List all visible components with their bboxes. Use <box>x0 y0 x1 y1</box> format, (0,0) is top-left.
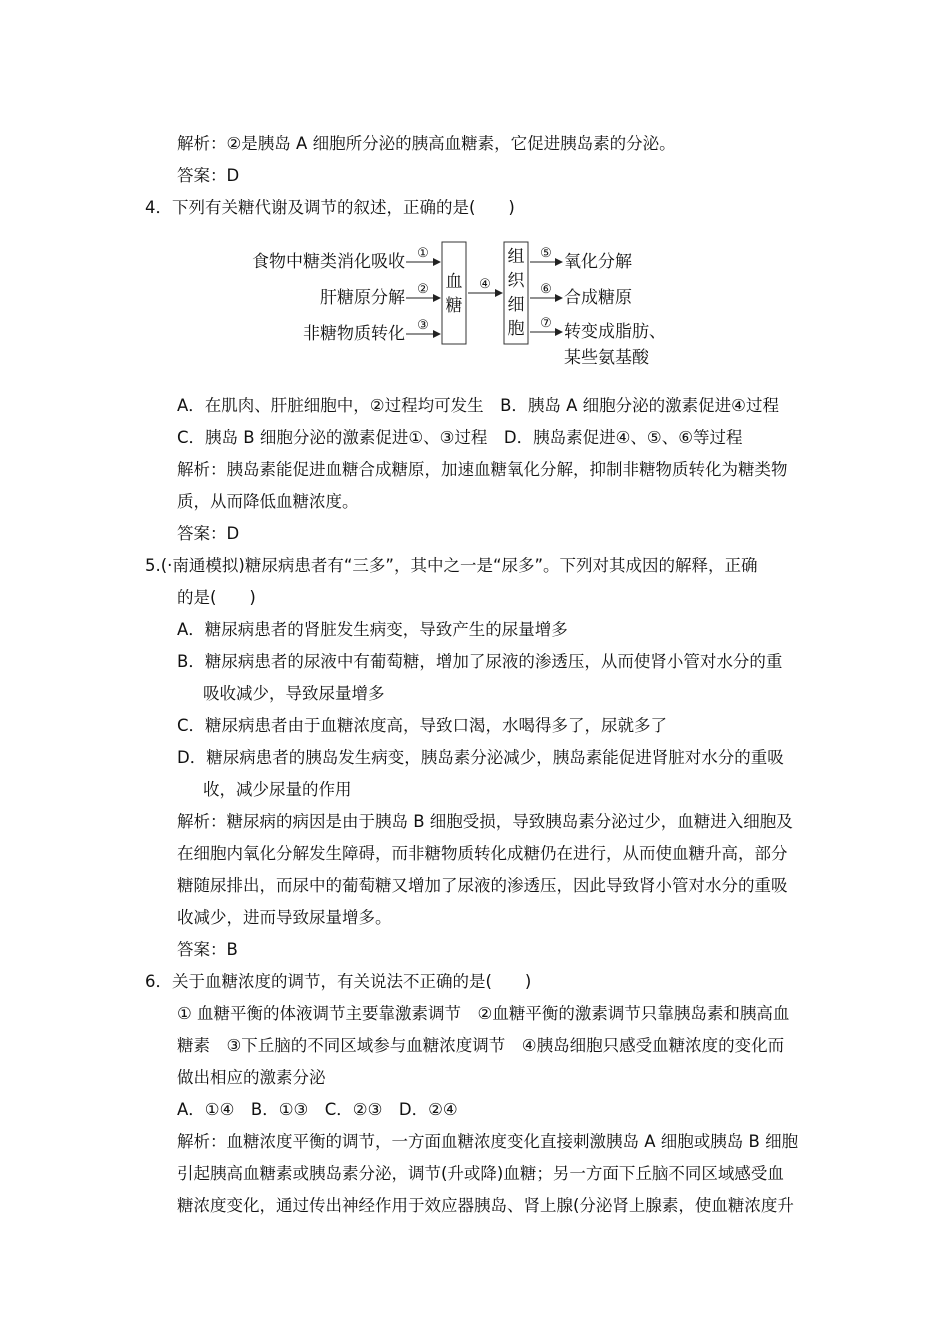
target-glycogen: 合成糖原 <box>564 288 632 308</box>
q4-stem: 4．下列有关糖代谢及调节的叙述，正确的是( ) <box>145 198 515 217</box>
q5-answer: 答案：B <box>177 940 238 959</box>
source-nonsugar: 非糖物质转化 <box>303 324 405 344</box>
q3-answer: 答案：D <box>177 166 240 185</box>
glucose-regulation-diagram <box>240 238 680 378</box>
tissue-char-3: 细 <box>507 295 525 315</box>
blood-sugar-box <box>442 242 466 344</box>
q5-analysis-1: 解析：糖尿病的病因是由于胰岛 B 细胞受损，导致胰岛素分泌过少，血糖进入细胞及 <box>177 812 793 831</box>
q6-stem: 6．关于血糖浓度的调节，有关说法不正确的是( ) <box>145 972 532 991</box>
q5-option-a: A．糖尿病患者的肾脏发生病变，导致产生的尿量增多 <box>177 620 568 639</box>
tissue-char-2: 织 <box>507 271 525 291</box>
q6-options: A．①④ B．①③ C．②③ D．②④ <box>177 1100 458 1119</box>
target-fat: 转变成脂肪、 <box>564 322 666 342</box>
q6-analysis-1: 解析：血糖浓度平衡的调节，一方面血糖浓度变化直接刺激胰岛 A 细胞或胰岛 B 细胞 <box>177 1132 799 1151</box>
blood-sugar-char-1: 血 <box>445 272 463 292</box>
q5-option-d-2: 收，减少尿量的作用 <box>203 780 352 799</box>
q5-stem-2: 的是( ) <box>177 588 256 607</box>
tissue-char-1: 组 <box>507 247 525 267</box>
q6-analysis-3: 糖浓度变化，通过传出神经作用于效应器胰岛、肾上腺(分泌肾上腺素，使血糖浓度升 <box>177 1196 794 1215</box>
q5-option-d-1: D．糖尿病患者的胰岛发生病变，胰岛素分泌减少，胰岛素能促进肾脏对水分的重吸 <box>177 748 784 767</box>
q3-analysis: 解析：②是胰岛 A 细胞所分泌的胰高血糖素，它促进胰岛素的分泌。 <box>177 134 676 153</box>
source-glycogen: 肝糖原分解 <box>320 288 405 308</box>
q4-options-ab: A．在肌肉、肝脏细胞中，②过程均可发生 B．胰岛 A 细胞分泌的激素促进④过程 <box>177 396 779 415</box>
q5-option-c: C．糖尿病患者由于血糖浓度高，导致口渴，水喝得多了，尿就多了 <box>177 716 668 735</box>
source-food: 食物中糖类消化吸收 <box>252 252 405 272</box>
q6-analysis-2: 引起胰高血糖素或胰岛素分泌，调节(升或降)血糖；另一方面下丘脑不同区域感受血 <box>177 1164 784 1183</box>
arrow-7-label: ⑦ <box>540 316 552 331</box>
target-amino-acids: 某些氨基酸 <box>564 348 649 368</box>
arrow-6-label: ⑥ <box>540 282 552 297</box>
q5-analysis-2: 在细胞内氧化分解发生障碍，而非糖物质转化成糖仍在进行，从而使血糖升高，部分 <box>177 844 788 863</box>
blood-sugar-char-2: 糖 <box>445 296 463 316</box>
tissue-char-4: 胞 <box>507 319 525 339</box>
q5-option-b-1: B．糖尿病患者的尿液中有葡萄糖，增加了尿液的渗透压，从而使肾小管对水分的重 <box>177 652 783 671</box>
q5-analysis-4: 收减少，进而导致尿量增多。 <box>177 908 392 927</box>
arrow-4-label: ④ <box>479 277 491 292</box>
arrow-3-label: ③ <box>417 318 429 333</box>
q4-analysis-1: 解析：胰岛素能促进血糖合成糖原，加速血糖氧化分解，抑制非糖物质转化为糖类物 <box>177 460 788 479</box>
arrow-1-label: ① <box>417 246 429 261</box>
arrow-2-label: ② <box>417 282 429 297</box>
q4-answer: 答案：D <box>177 524 240 543</box>
q5-option-b-2: 吸收减少，导致尿量增多 <box>203 684 385 703</box>
q6-items-1: ① 血糖平衡的体液调节主要靠激素调节 ②血糖平衡的激素调节只靠胰岛素和胰高血 <box>177 1004 790 1023</box>
q6-items-3: 做出相应的激素分泌 <box>177 1068 326 1087</box>
arrow-5-label: ⑤ <box>540 246 552 261</box>
q6-items-2: 糖素 ③下丘脑的不同区域参与血糖浓度调节 ④胰岛细胞只感受血糖浓度的变化而 <box>177 1036 785 1055</box>
q4-analysis-2: 质，从而降低血糖浓度。 <box>177 492 359 511</box>
q5-stem-1: 5.(·南通模拟)糖尿病患者有“三多”，其中之一是“尿多”。下列对其成因的解释，正确 <box>145 556 758 575</box>
q4-options-cd: C．胰岛 B 细胞分泌的激素促进①、③过程 D．胰岛素促进④、⑤、⑥等过程 <box>177 428 743 447</box>
target-oxidation: 氧化分解 <box>564 252 632 272</box>
q5-analysis-3: 糖随尿排出，而尿中的葡萄糖又增加了尿液的渗透压，因此导致肾小管对水分的重吸 <box>177 876 788 895</box>
